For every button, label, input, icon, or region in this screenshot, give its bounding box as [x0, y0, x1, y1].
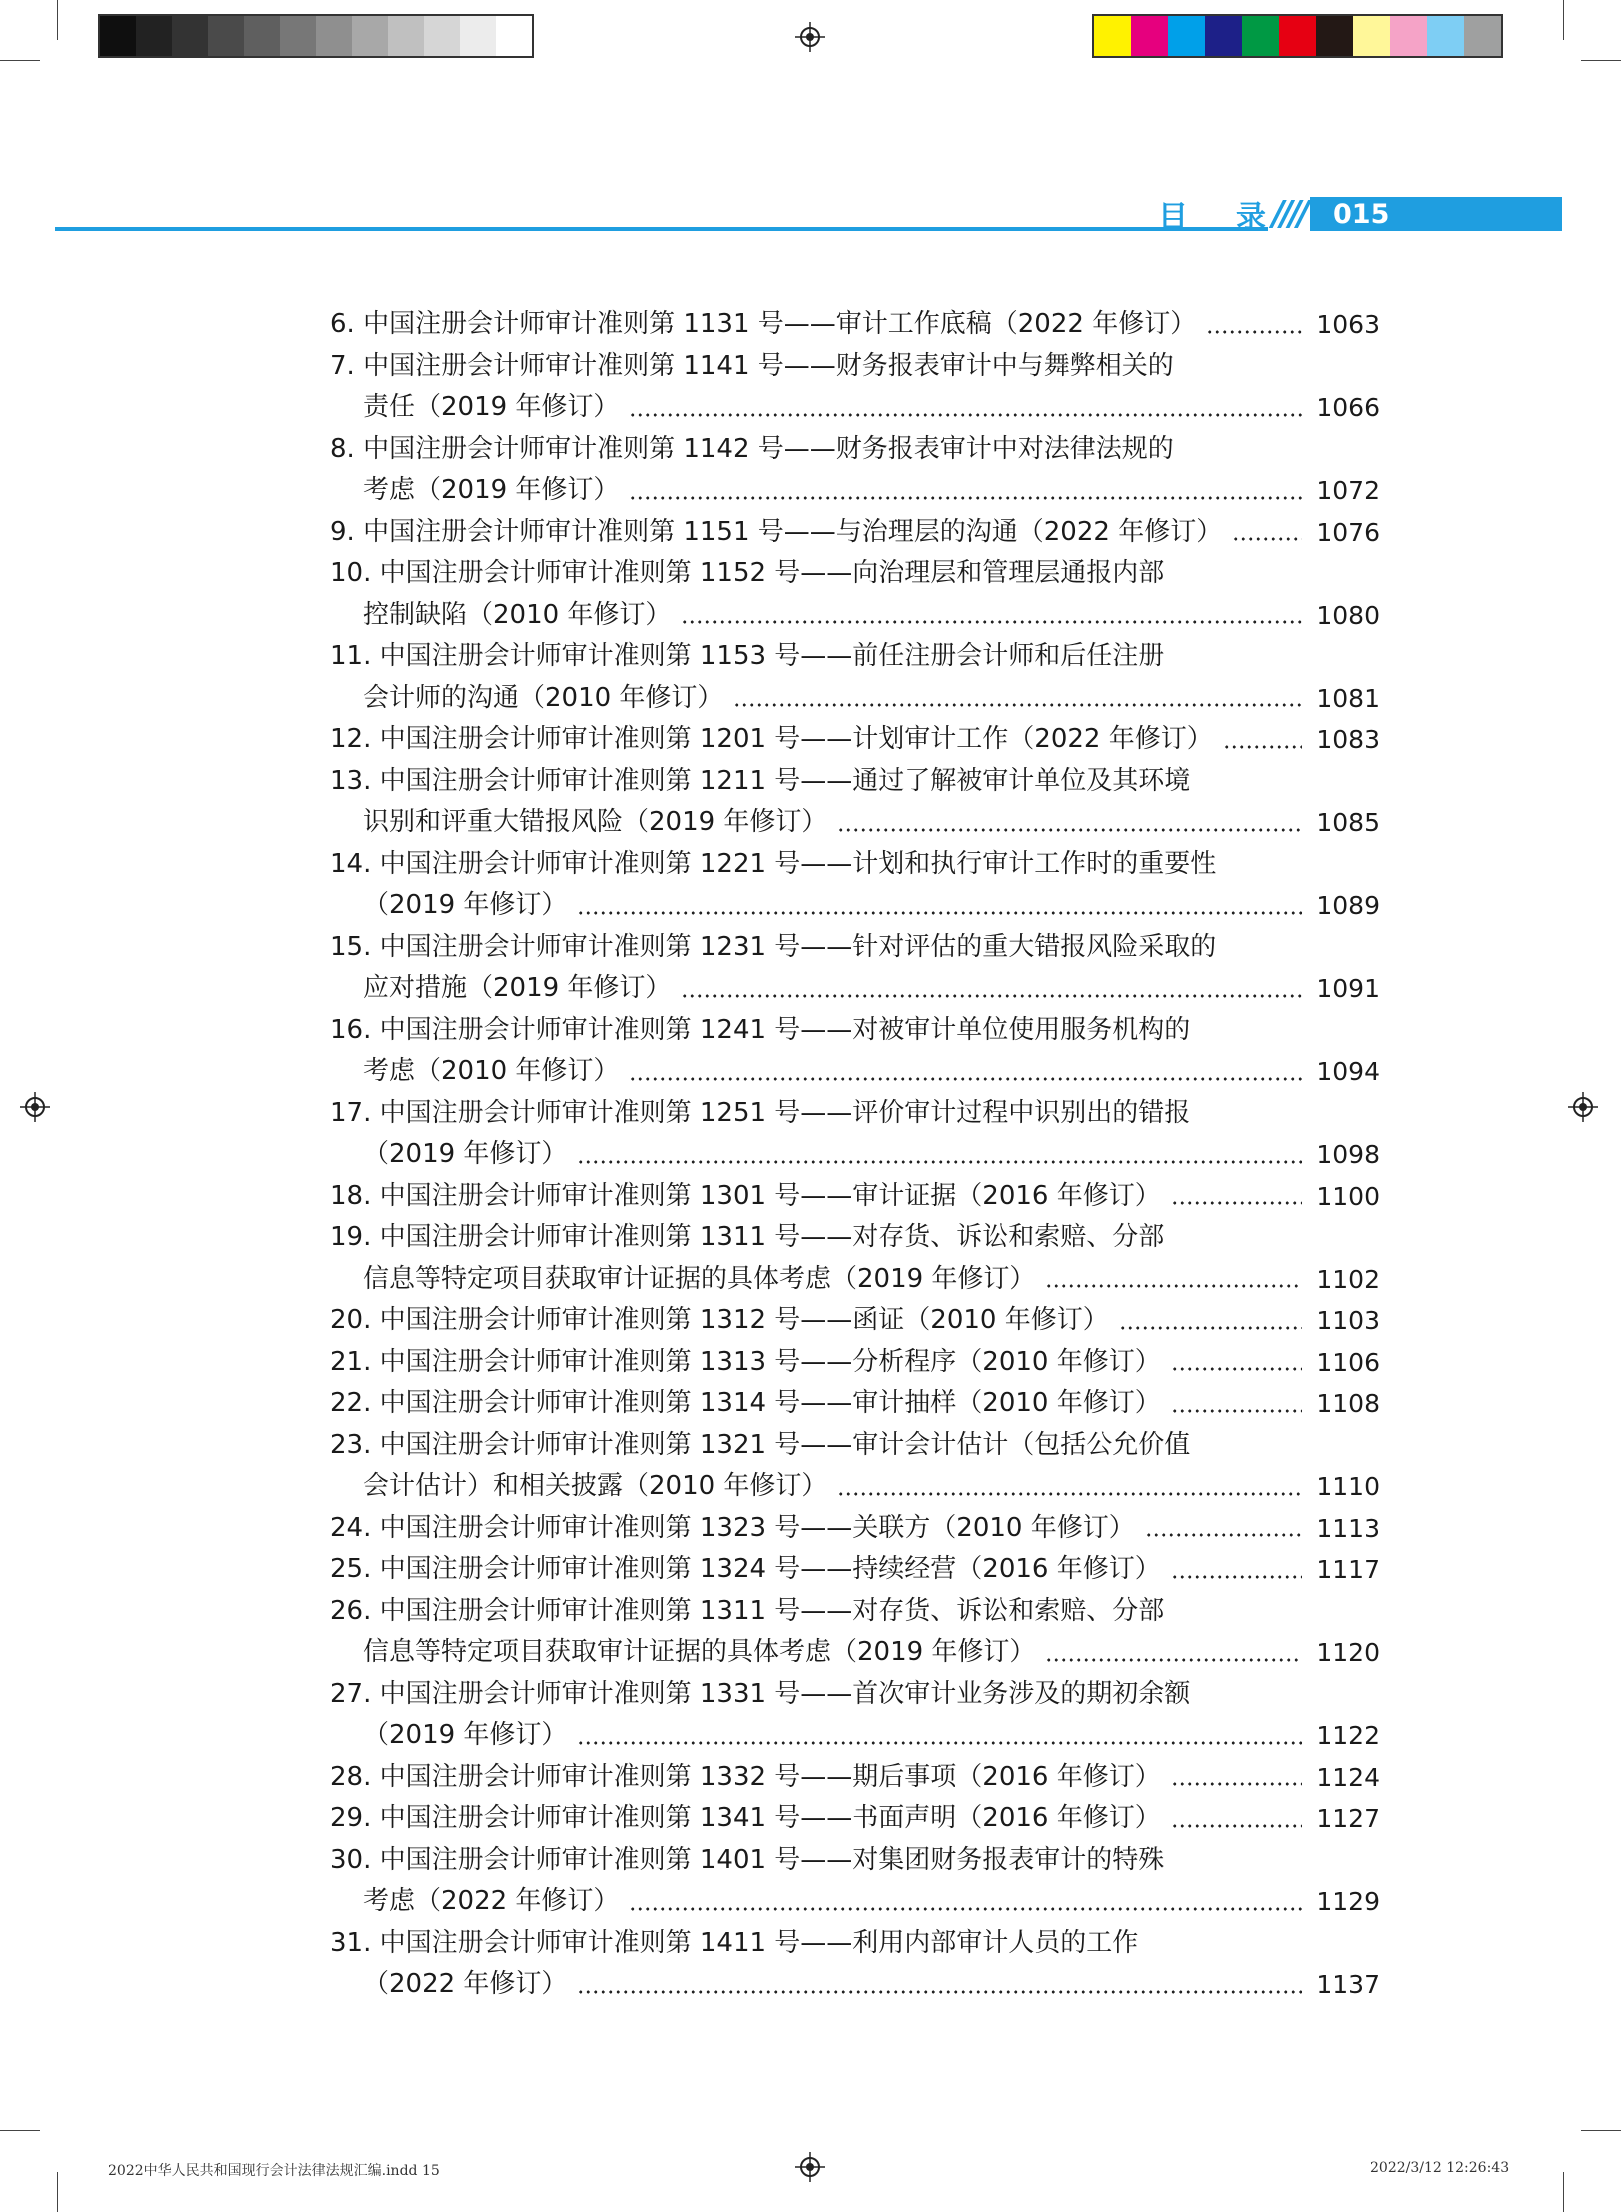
grayscale-bar: [98, 14, 534, 58]
toc-entry-title: 16. 中国注册会计师审计准则第 1241 号——对被审计单位使用服务机构的: [330, 1014, 1191, 1045]
toc-page-number: 1098: [1316, 1140, 1380, 1169]
header-band: [1272, 197, 1562, 231]
dot-leader: [1171, 1409, 1302, 1413]
toc-entry-title: 10. 中国注册会计师审计准则第 1152 号——向治理层和管理层通报内部: [330, 558, 1165, 588]
color-swatch: [1427, 16, 1464, 56]
dot-leader: [1171, 1367, 1302, 1371]
toc-entry-title: 27. 中国注册会计师审计准则第 1331 号——首次审计业务涉及的期初余额: [330, 1678, 1191, 1709]
toc-entry[interactable]: [330, 1964, 1380, 2006]
gray-swatch: [388, 16, 424, 56]
page-number: 015: [1333, 199, 1390, 230]
gray-swatch: [424, 16, 460, 56]
toc-entry[interactable]: [330, 346, 1380, 388]
toc-entry-title: 考虑（2022 年修订）: [363, 1886, 620, 1916]
gray-swatch: [208, 16, 244, 56]
toc-entry[interactable]: [330, 802, 1380, 844]
crop-mark: [1563, 0, 1564, 40]
toc-page-number: 1091: [1316, 974, 1380, 1003]
dot-leader: [1045, 1284, 1302, 1288]
toc-entry[interactable]: [330, 844, 1380, 886]
toc-entry[interactable]: [330, 1591, 1380, 1633]
crop-mark: [0, 2130, 40, 2131]
dot-leader: [1171, 1201, 1302, 1205]
toc-entry-title: 14. 中国注册会计师审计准则第 1221 号——计划和执行审计工作时的重要性: [330, 848, 1217, 879]
toc-entry-title: 25. 中国注册会计师审计准则第 1324 号——持续经营（2016 年修订）: [330, 1554, 1161, 1584]
toc-entry-title: 责任（2019 年修订）: [363, 392, 620, 422]
dot-leader: [577, 1741, 1302, 1745]
registration-mark-icon: [795, 2152, 825, 2182]
dot-leader: [1171, 1824, 1302, 1828]
toc-entry[interactable]: [330, 1051, 1380, 1093]
color-swatch: [1094, 16, 1131, 56]
dot-leader: [1206, 330, 1302, 334]
crop-mark: [57, 2172, 58, 2212]
dot-leader: [629, 496, 1302, 500]
dot-leader: [629, 1077, 1302, 1081]
toc-entry-title: （2022 年修订）: [363, 1969, 568, 1999]
toc-entry[interactable]: [330, 1010, 1380, 1052]
gray-swatch: [244, 16, 280, 56]
toc-entry-title: 考虑（2010 年修订）: [363, 1056, 620, 1086]
color-swatch: [1279, 16, 1316, 56]
toc-entry-title: 8. 中国注册会计师审计准则第 1142 号——财务报表审计中对法律法规的: [330, 433, 1174, 464]
toc-entry-title: 26. 中国注册会计师审计准则第 1311 号——对存货、诉讼和索赔、分部: [330, 1595, 1165, 1626]
toc-entry-title: 会计估计）和相关披露（2010 年修订）: [363, 1471, 828, 1501]
table-of-contents: [330, 304, 1380, 2006]
toc-entry-title: 7. 中国注册会计师审计准则第 1141 号——财务报表审计中与舞弊相关的: [330, 350, 1174, 381]
toc-page-number: 1122: [1316, 1721, 1380, 1750]
toc-entry-title: 考虑（2019 年修订）: [363, 475, 620, 505]
toc-page-number: 1083: [1316, 725, 1380, 754]
gray-swatch: [280, 16, 316, 56]
color-swatch: [1353, 16, 1390, 56]
toc-entry[interactable]: [330, 761, 1380, 803]
toc-entry-title: （2019 年修订）: [363, 1720, 568, 1750]
toc-entry-title: 20. 中国注册会计师审计准则第 1312 号——函证（2010 年修订）: [330, 1305, 1109, 1335]
dot-leader: [1171, 1575, 1302, 1579]
toc-entry[interactable]: [330, 636, 1380, 678]
toc-entry[interactable]: [330, 1466, 1380, 1508]
toc-entry[interactable]: [330, 470, 1380, 512]
dot-leader: [681, 994, 1302, 998]
toc-page-number: 1072: [1316, 476, 1380, 505]
toc-entry-title: 6. 中国注册会计师审计准则第 1131 号——审计工作底稿（2022 年修订）: [330, 309, 1197, 339]
footer-file-name: 2022中华人民共和国现行会计法律法规汇编.indd 15: [108, 2163, 440, 2179]
section-label-lu: 录: [1236, 200, 1268, 235]
toc-page-number: 1089: [1316, 891, 1380, 920]
toc-entry-title: 30. 中国注册会计师审计准则第 1401 号——对集团财务报表审计的特殊: [330, 1844, 1165, 1875]
toc-entry[interactable]: [330, 1425, 1380, 1467]
toc-entry[interactable]: [330, 429, 1380, 471]
color-swatch: [1316, 16, 1353, 56]
toc-entry[interactable]: [330, 1508, 1380, 1550]
gray-swatch: [352, 16, 388, 56]
toc-entry-title: 28. 中国注册会计师审计准则第 1332 号——期后事项（2016 年修订）: [330, 1761, 1161, 1792]
toc-entry[interactable]: [330, 387, 1380, 429]
toc-entry[interactable]: [330, 1134, 1380, 1176]
toc-entry-title: 24. 中国注册会计师审计准则第 1323 号——关联方（2010 年修订）: [330, 1512, 1135, 1543]
footer-timestamp: 2022/3/12 12:26:43: [1370, 2160, 1510, 2176]
registration-mark-icon: [795, 22, 825, 52]
dot-leader: [577, 1160, 1302, 1164]
toc-page-number: 1081: [1316, 683, 1380, 713]
toc-entry-title: 15. 中国注册会计师审计准则第 1231 号——针对评估的重大错报风险采取的: [330, 931, 1217, 962]
toc-entry-title: 9. 中国注册会计师审计准则第 1151 号——与治理层的沟通（2022 年修订）: [330, 516, 1223, 547]
gray-swatch: [496, 16, 532, 56]
toc-entry-title: （2019 年修订）: [363, 890, 568, 920]
toc-page-number: 1076: [1316, 517, 1380, 547]
color-swatch: [1390, 16, 1427, 56]
toc-entry-title: 信息等特定项目获取审计证据的具体考虑（2019 年修订）: [363, 1637, 1036, 1667]
toc-entry[interactable]: [330, 1549, 1380, 1591]
toc-entry[interactable]: [330, 1383, 1380, 1425]
crop-mark: [0, 60, 40, 61]
toc-entry-title: 31. 中国注册会计师审计准则第 1411 号——利用内部审计人员的工作: [330, 1927, 1139, 1958]
crop-mark: [1581, 60, 1621, 61]
dot-leader: [837, 828, 1302, 832]
dot-leader: [681, 620, 1302, 624]
dot-leader: [733, 703, 1302, 707]
color-swatch: [1131, 16, 1168, 56]
section-label-mu: 目: [1158, 200, 1190, 235]
toc-page-number: 1063: [1316, 310, 1380, 339]
toc-page-number: 1080: [1316, 600, 1380, 630]
toc-page-number: 1100: [1316, 1181, 1380, 1211]
toc-entry[interactable]: [330, 595, 1380, 637]
toc-entry[interactable]: [330, 1757, 1380, 1799]
toc-entry-title: 应对措施（2019 年修订）: [363, 973, 672, 1003]
toc-page-number: 1117: [1316, 1555, 1380, 1584]
toc-entry-title: 会计师的沟通（2010 年修订）: [363, 682, 724, 713]
dot-leader: [577, 911, 1302, 915]
dot-leader: [1171, 1782, 1302, 1786]
toc-entry[interactable]: [330, 678, 1380, 720]
toc-entry-title: 11. 中国注册会计师审计准则第 1153 号——前任注册会计师和后任注册: [330, 641, 1165, 671]
toc-page-number: 1106: [1316, 1347, 1380, 1377]
toc-entry[interactable]: [330, 1632, 1380, 1674]
crop-mark: [1581, 2130, 1621, 2131]
toc-page-number: 1066: [1316, 393, 1380, 422]
toc-entry[interactable]: [330, 1674, 1380, 1716]
toc-entry[interactable]: [330, 1259, 1380, 1301]
toc-page-number: 1085: [1316, 808, 1380, 837]
toc-page-number: 1127: [1316, 1804, 1380, 1833]
dot-leader: [1223, 745, 1302, 749]
registration-mark-icon: [20, 1092, 50, 1122]
toc-entry[interactable]: [330, 1217, 1380, 1259]
toc-entry[interactable]: [330, 719, 1380, 761]
color-swatch: [1205, 16, 1242, 56]
toc-page-number: 1103: [1316, 1306, 1380, 1335]
dot-leader: [837, 1492, 1302, 1496]
color-calibration-bar: [1092, 14, 1503, 58]
toc-entry-title: 22. 中国注册会计师审计准则第 1314 号——审计抽样（2010 年修订）: [330, 1388, 1161, 1418]
header-slashes-icon: ////: [1268, 194, 1310, 234]
toc-entry-title: 13. 中国注册会计师审计准则第 1211 号——通过了解被审计单位及其环境: [330, 765, 1191, 796]
toc-page-number: 1108: [1316, 1389, 1380, 1418]
toc-entry[interactable]: [330, 1923, 1380, 1965]
dot-leader: [577, 1990, 1302, 1994]
dot-leader: [1145, 1533, 1302, 1537]
toc-entry[interactable]: [330, 927, 1380, 969]
toc-page-number: 1094: [1316, 1057, 1380, 1086]
registration-mark-icon: [1568, 1092, 1598, 1122]
toc-entry[interactable]: [330, 1342, 1380, 1384]
dot-leader: [1119, 1326, 1302, 1330]
dot-leader: [629, 413, 1302, 417]
toc-entry[interactable]: [330, 512, 1380, 554]
gray-swatch: [460, 16, 496, 56]
gray-swatch: [172, 16, 208, 56]
toc-entry[interactable]: [330, 968, 1380, 1010]
toc-page-number: 1102: [1316, 1264, 1380, 1294]
gray-swatch: [100, 16, 136, 56]
toc-entry[interactable]: [330, 1881, 1380, 1923]
color-swatch: [1168, 16, 1205, 56]
toc-entry[interactable]: [330, 1300, 1380, 1342]
dot-leader: [1045, 1658, 1302, 1662]
toc-entry-title: 29. 中国注册会计师审计准则第 1341 号——书面声明（2016 年修订）: [330, 1803, 1161, 1833]
toc-entry-title: 21. 中国注册会计师审计准则第 1313 号——分析程序（2010 年修订）: [330, 1346, 1161, 1377]
toc-page-number: 1110: [1316, 1472, 1380, 1501]
toc-entry-title: 19. 中国注册会计师审计准则第 1311 号——对存货、诉讼和索赔、分部: [330, 1222, 1165, 1252]
toc-entry[interactable]: [330, 885, 1380, 927]
gray-swatch: [316, 16, 352, 56]
crop-mark: [1563, 2172, 1564, 2212]
toc-entry-title: 18. 中国注册会计师审计准则第 1301 号——审计证据（2016 年修订）: [330, 1180, 1161, 1211]
toc-page-number: 1137: [1316, 1970, 1380, 1999]
dot-leader: [1232, 537, 1302, 541]
toc-entry-title: 17. 中国注册会计师审计准则第 1251 号——评价审计过程中识别出的错报: [330, 1097, 1191, 1128]
toc-entry-title: 12. 中国注册会计师审计准则第 1201 号——计划审计工作（2022 年修订）: [330, 724, 1213, 754]
color-swatch: [1464, 16, 1501, 56]
gray-swatch: [136, 16, 172, 56]
toc-entry-title: 控制缺陷（2010 年修订）: [363, 599, 672, 630]
toc-entry-title: （2019 年修订）: [363, 1139, 568, 1169]
toc-page-number: 1124: [1316, 1762, 1380, 1792]
toc-entry[interactable]: [330, 1840, 1380, 1882]
toc-entry[interactable]: [330, 304, 1380, 346]
toc-page-number: 1120: [1316, 1638, 1380, 1667]
dot-leader: [629, 1907, 1302, 1911]
toc-entry[interactable]: [330, 553, 1380, 595]
crop-mark: [57, 0, 58, 40]
toc-entry[interactable]: [330, 1715, 1380, 1757]
toc-entry[interactable]: [330, 1798, 1380, 1840]
color-swatch: [1242, 16, 1279, 56]
toc-entry-title: 信息等特定项目获取审计证据的具体考虑（2019 年修订）: [363, 1263, 1036, 1294]
toc-entry-title: 23. 中国注册会计师审计准则第 1321 号——审计会计估计（包括公允价值: [330, 1429, 1191, 1460]
toc-entry[interactable]: [330, 1093, 1380, 1135]
toc-entry[interactable]: [330, 1176, 1380, 1218]
toc-page-number: 1113: [1316, 1513, 1380, 1543]
toc-page-number: 1129: [1316, 1887, 1380, 1916]
toc-entry-title: 识别和评重大错报风险（2019 年修订）: [363, 807, 828, 837]
